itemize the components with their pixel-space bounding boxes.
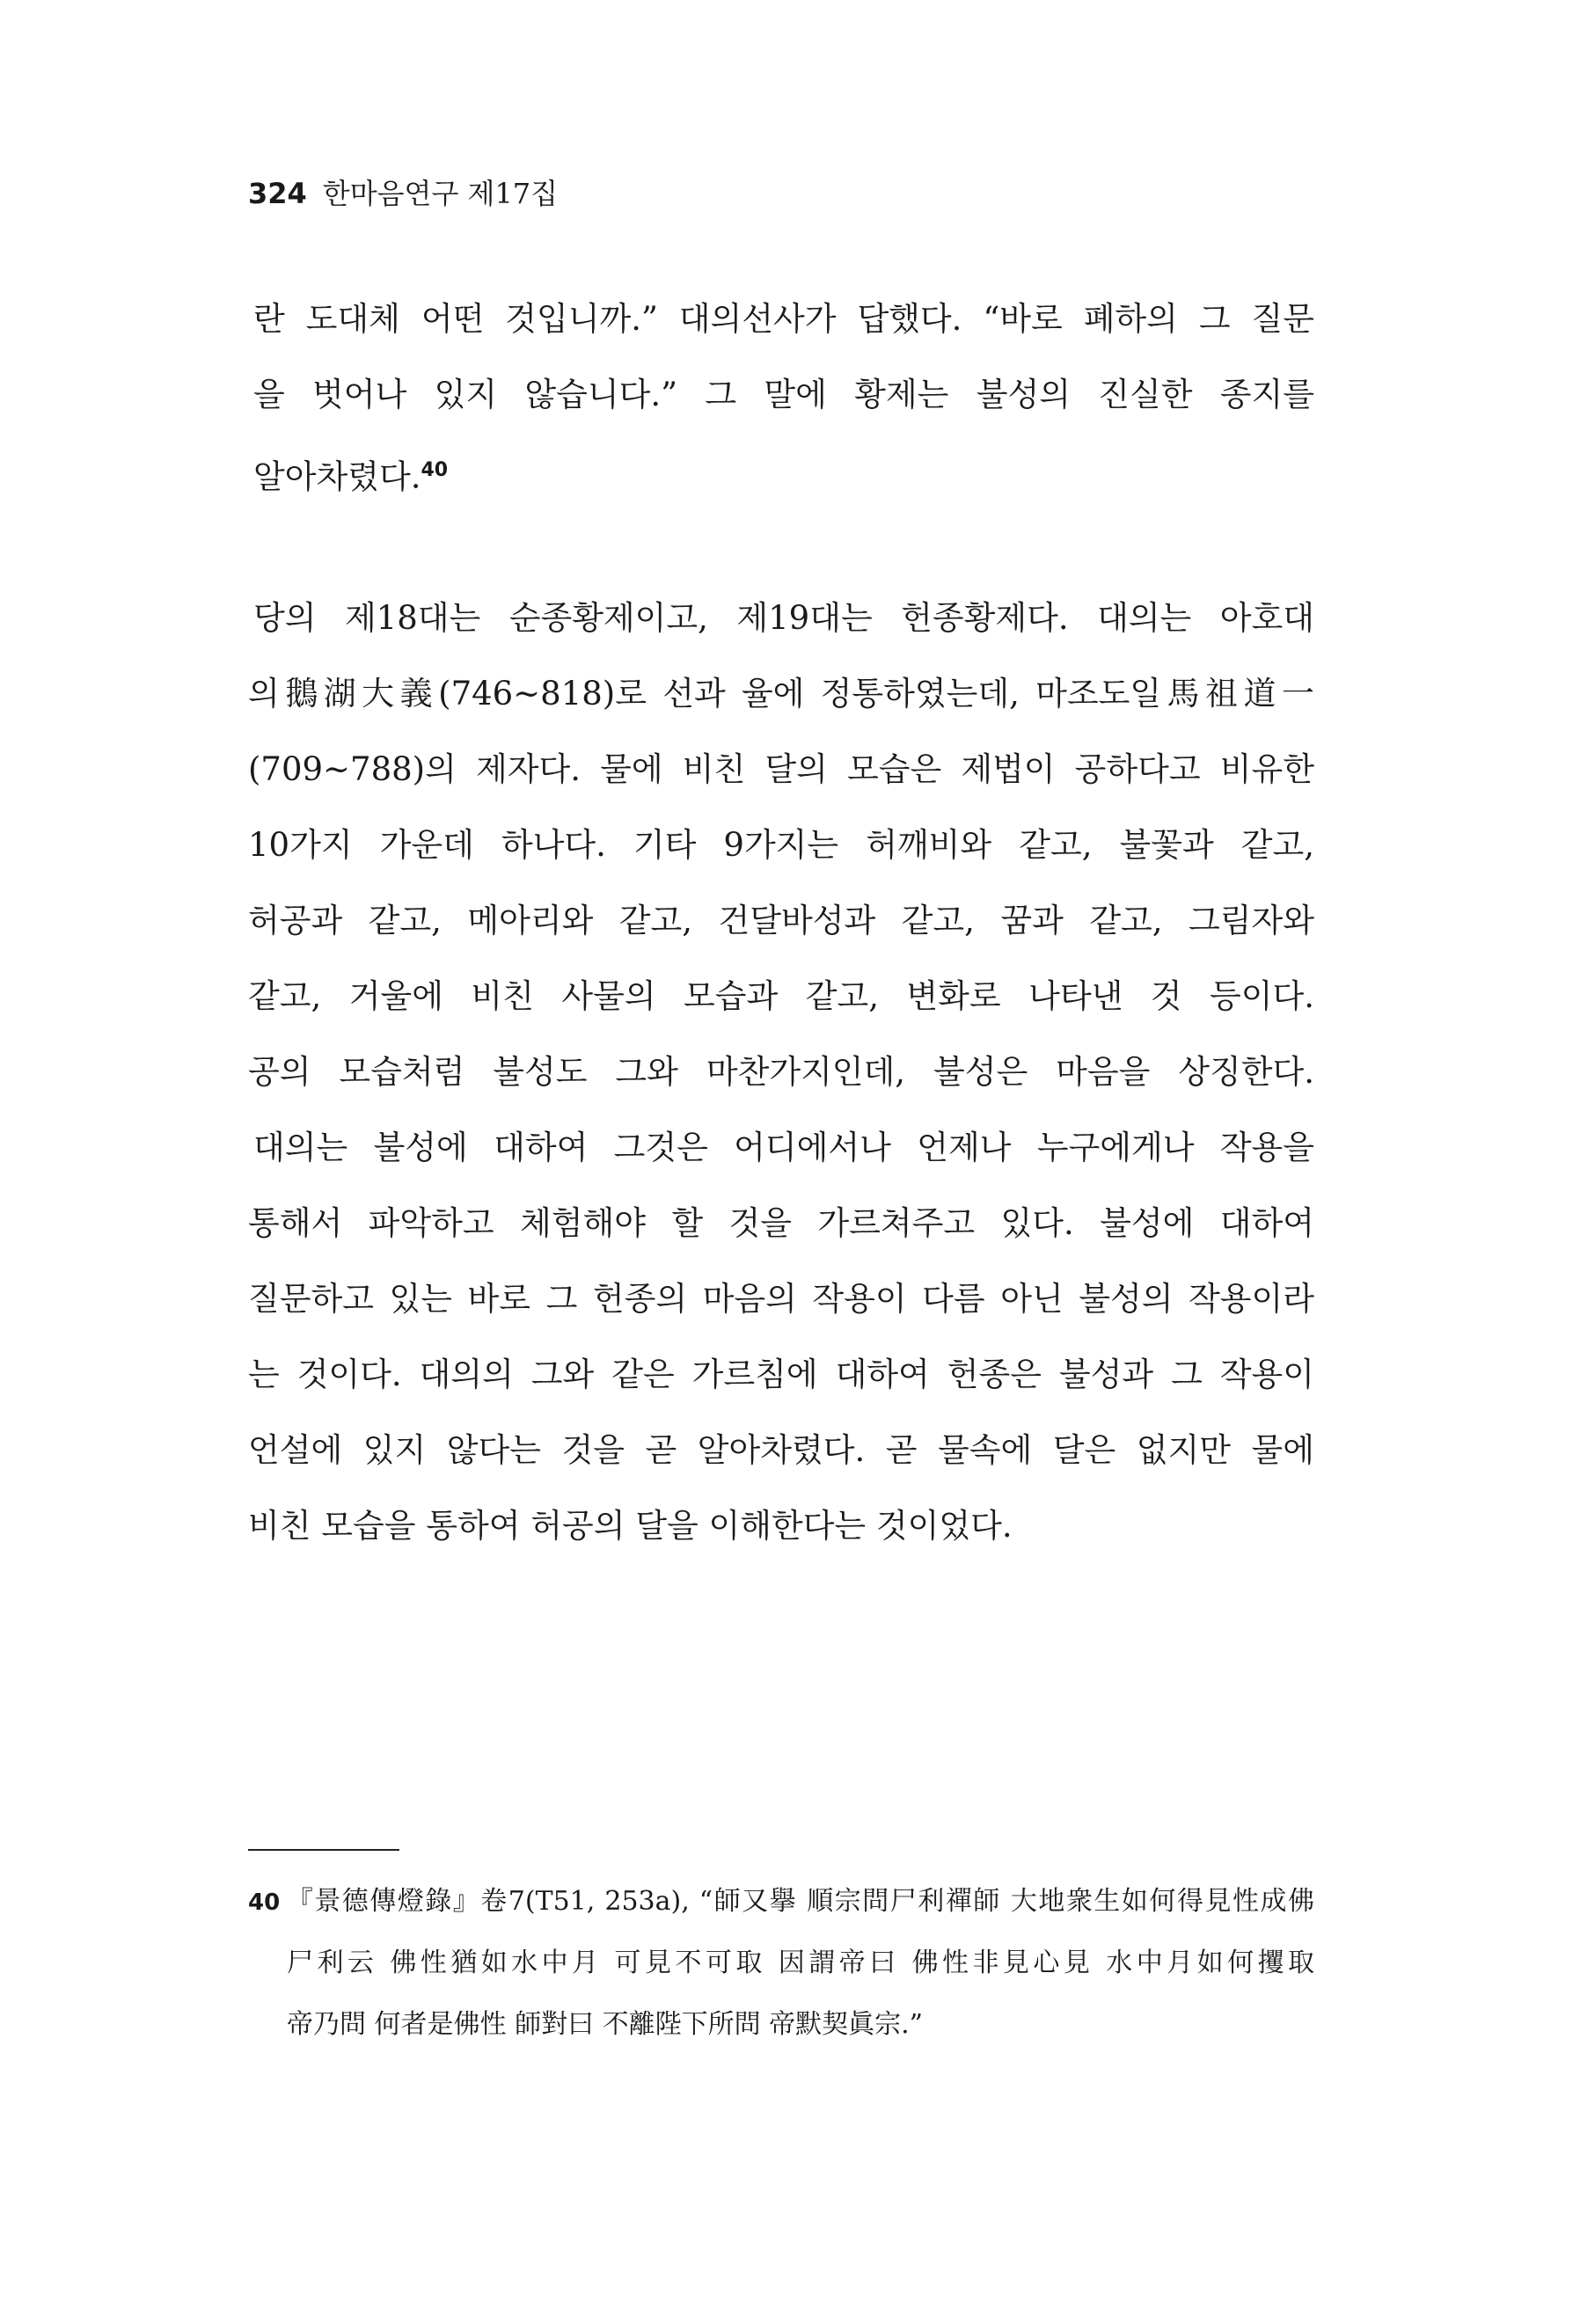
text-line: 의鵝湖大義(746~818)로 선과 율에 정통하였는데, 마조도일馬祖道一: [248, 675, 1314, 713]
text-line: (709~788)의 제자다. 물에 비친 달의 모습은 제법이 공하다고 비유한: [248, 750, 1314, 788]
text-line: 질문하고 있는 바로 그 헌종의 마음의 작용이 다름 아닌 불성의 작용이라: [248, 1280, 1314, 1318]
text-line: 언설에 있지 않다는 것을 곧 알아차렸다. 곧 물속에 달은 없지만 물에: [248, 1431, 1314, 1469]
running-header: [248, 176, 558, 211]
footnote-reference: 40: [421, 459, 449, 481]
text-line-content: 알아차렸다.: [253, 457, 421, 496]
text-line: 란 도대체 어떤 것입니까.” 대의선사가 답했다. “바로 폐하의 그 질문: [253, 300, 1314, 338]
footnote-line: [248, 1884, 1314, 1920]
text-line: [253, 449, 1314, 499]
footnote-line-content: 『景德傳燈錄』卷7(T51, 253a), “師又擧 順宗問尸利禪師 大地衆生如何得見性成佛: [285, 1886, 1314, 1917]
footnote-number: 40: [248, 1889, 281, 1916]
text-line: 통해서 파악하고 체험해야 할 것을 가르쳐주고 있다. 불성에 대하여: [248, 1204, 1314, 1242]
text-line: 대의는 불성에 대하여 그것은 어디에서나 언제나 누구에게나 작용을: [253, 1129, 1314, 1166]
text-line: 허공과 같고, 메아리와 같고, 건달바성과 같고, 꿈과 같고, 그림자와: [248, 902, 1314, 939]
running-title: 한마음연구 제17집: [322, 177, 559, 210]
text-line: 공의 모습처럼 불성도 그와 마찬가지인데, 불성은 마음을 상징한다.: [248, 1053, 1314, 1091]
text-line: 당의 제18대는 순종황제이고, 제19대는 헌종황제다. 대의는 아호대: [253, 599, 1314, 637]
text-line: 을 벗어나 있지 않습니다.” 그 말에 황제는 불성의 진실한 종지를: [253, 376, 1314, 413]
text-line: 는 것이다. 대의의 그와 같은 가르침에 대하여 헌종은 불성과 그 작용이: [248, 1356, 1314, 1393]
page-number: 324: [248, 177, 307, 210]
footnote-line: 尸利云 佛性猶如水中月 可見不可取 因謂帝曰 佛性非見心見 水中月如何攫取: [287, 1948, 1314, 1978]
text-line: 비친 모습을 통하여 허공의 달을 이해한다는 것이었다.: [248, 1507, 1013, 1545]
text-line: 같고, 거울에 비친 사물의 모습과 같고, 변화로 나타낸 것 등이다.: [248, 977, 1314, 1015]
text-line: 10가지 가운데 하나다. 기타 9가지는 허깨비와 같고, 불꽃과 같고,: [248, 826, 1314, 864]
footnote-divider: [248, 1849, 399, 1851]
footnote-line: 帝乃問 何者是佛性 師對曰 不離陛下所問 帝默契眞宗.”: [287, 2009, 924, 2040]
